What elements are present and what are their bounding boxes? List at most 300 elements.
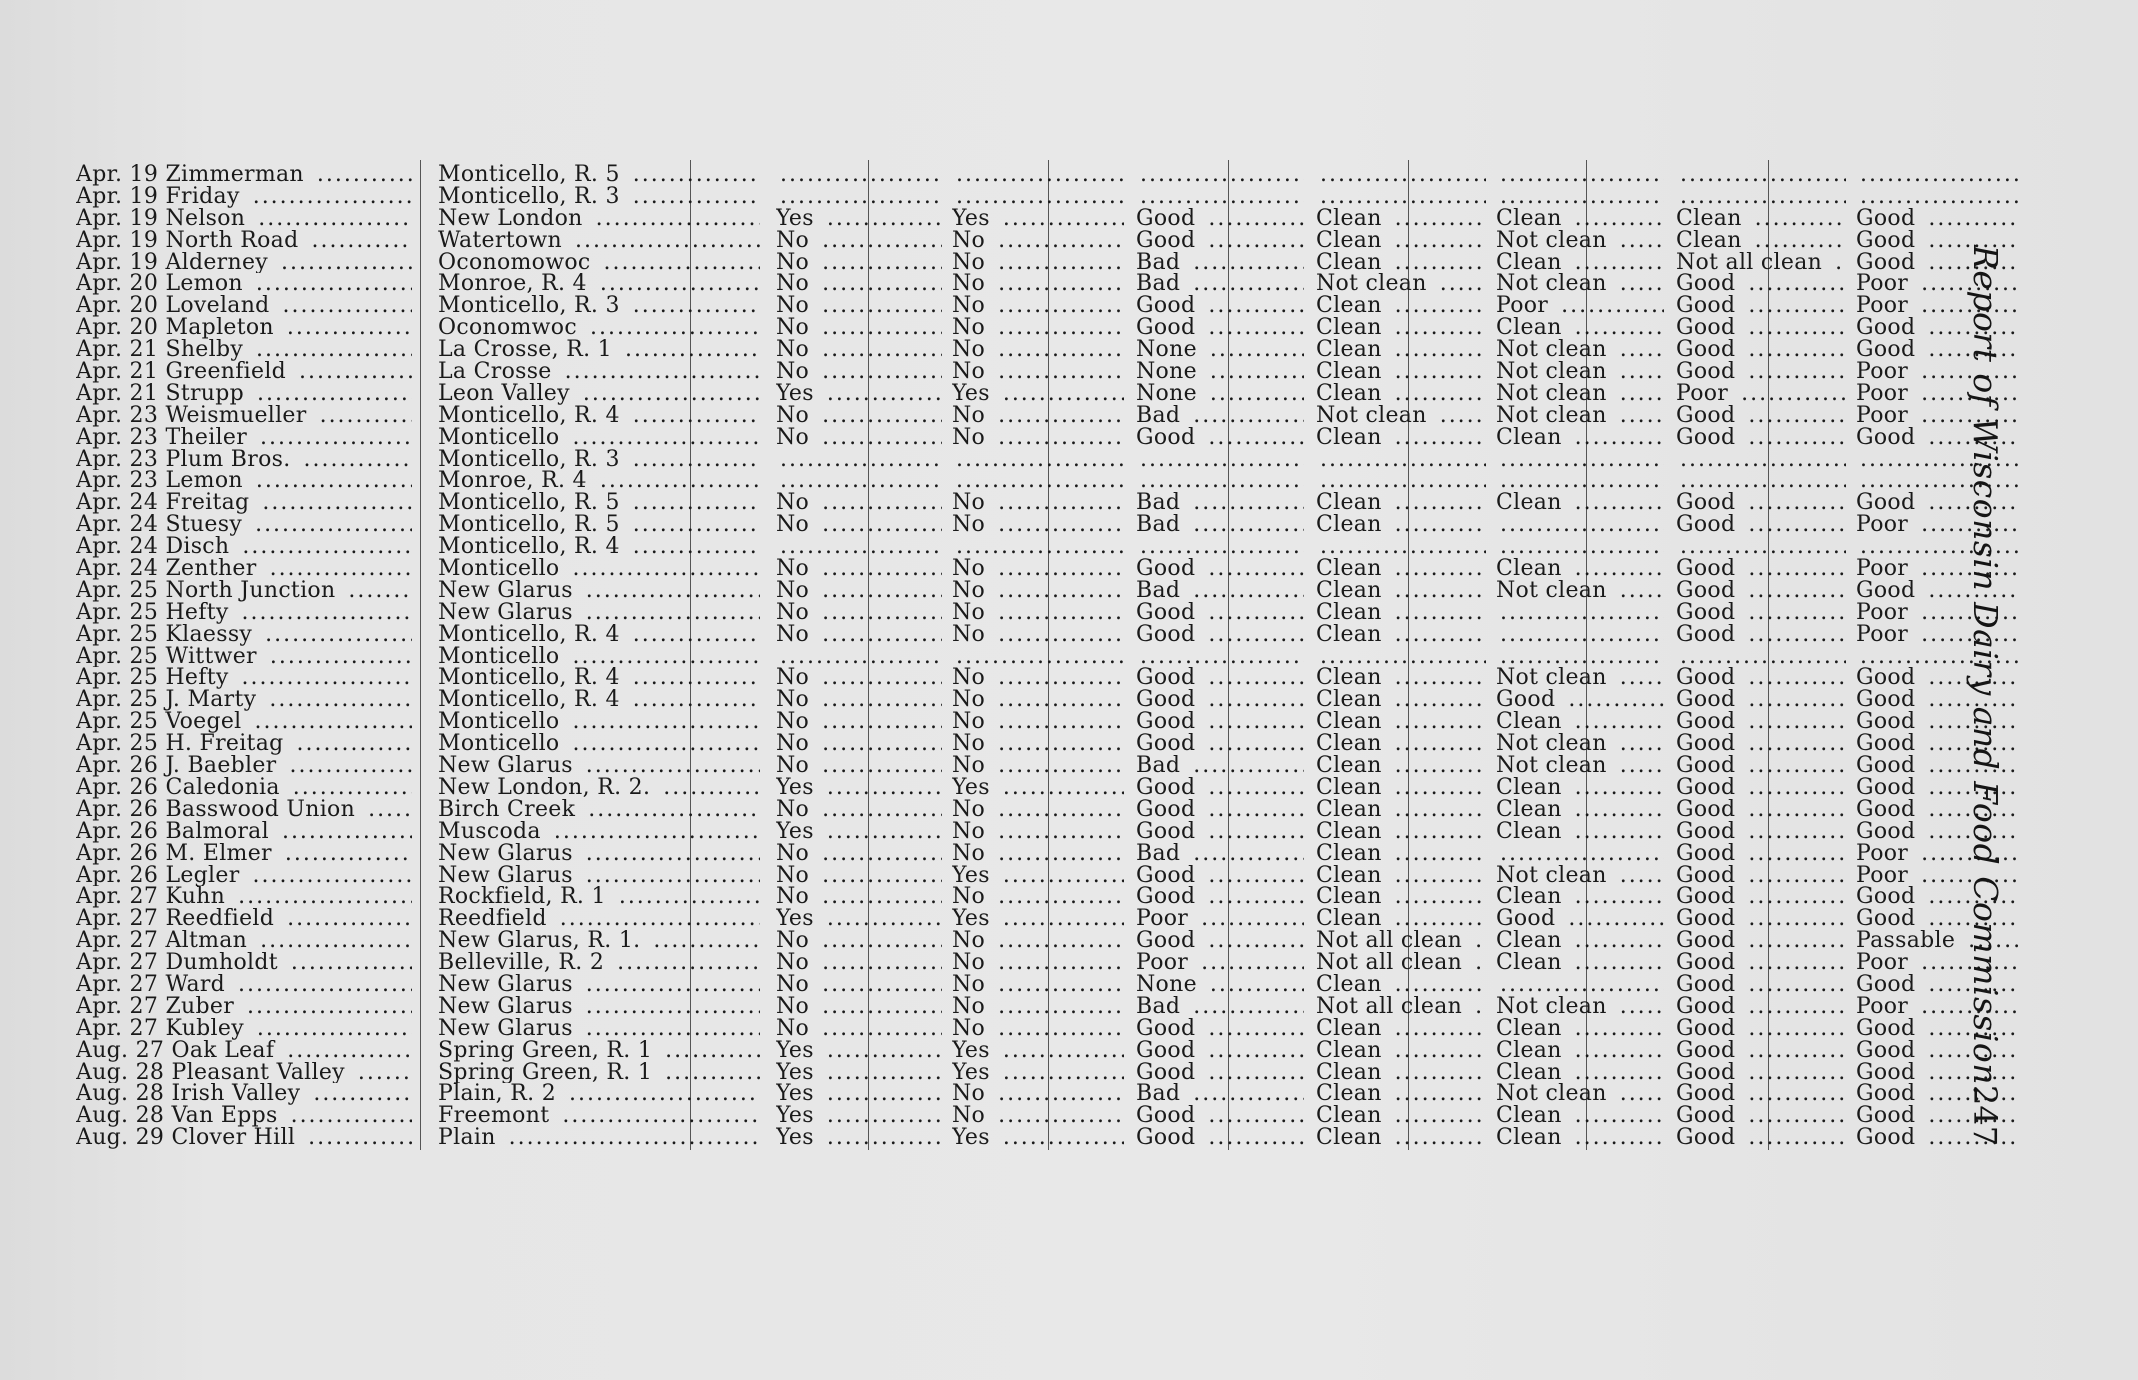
factory-cell bbox=[76, 230, 412, 252]
col-b-cell bbox=[952, 405, 1124, 427]
cell-text: None bbox=[1136, 973, 1197, 996]
cell-text: Good bbox=[1136, 711, 1196, 734]
cell-text: Passable bbox=[1856, 930, 1956, 953]
cell-text: Apr. 27 Ward bbox=[76, 973, 226, 996]
location-cell bbox=[438, 339, 760, 361]
cell-text bbox=[952, 164, 956, 186]
factory-cell bbox=[76, 974, 412, 996]
cell-text: Not clean bbox=[1496, 404, 1607, 427]
location-cell bbox=[438, 558, 760, 580]
cell-text: Good bbox=[1136, 820, 1196, 843]
cell-text: Apr. 27 Dumholdt bbox=[76, 952, 278, 974]
cell-text: Clean bbox=[1316, 579, 1382, 602]
cell-text: No bbox=[776, 317, 810, 340]
cell-text bbox=[1856, 536, 1860, 558]
cell-text: Good bbox=[1676, 755, 1736, 777]
location-cell bbox=[438, 624, 760, 646]
col-d-cell bbox=[1316, 339, 1486, 361]
cell-text: New Glarus bbox=[438, 864, 573, 887]
cell-text: Good bbox=[1136, 886, 1196, 909]
col-c-cell bbox=[1136, 383, 1304, 405]
col-e-cell bbox=[1496, 1127, 1664, 1149]
cell-text: Good bbox=[1676, 798, 1736, 821]
col-f-cell bbox=[1676, 843, 1846, 865]
col-a-cell bbox=[776, 1018, 942, 1040]
location-cell bbox=[438, 755, 760, 777]
col-a-cell bbox=[776, 865, 942, 887]
cell-text: Good bbox=[1136, 798, 1196, 821]
col-b-cell bbox=[952, 1040, 1124, 1062]
cell-text: Apr. 25 Hefty bbox=[76, 667, 229, 690]
cell-text: Clean bbox=[1316, 1039, 1382, 1062]
cell-text: Good bbox=[1856, 229, 1916, 252]
location-cell bbox=[438, 230, 760, 252]
cell-text: No bbox=[776, 579, 810, 602]
cell-text: Poor bbox=[1856, 295, 1909, 318]
col-f-cell bbox=[1676, 273, 1846, 295]
col-d-cell bbox=[1316, 449, 1486, 471]
cell-text bbox=[1856, 186, 1860, 208]
cell-text: Monticello, R. 3 bbox=[438, 448, 620, 471]
cell-text bbox=[1676, 536, 1680, 558]
cell-text: Good bbox=[1136, 1061, 1196, 1084]
col-b-cell bbox=[952, 1018, 1124, 1040]
col-d-cell bbox=[1316, 996, 1486, 1018]
cell-text: Good bbox=[1676, 1127, 1736, 1150]
col-b-cell bbox=[952, 470, 1124, 492]
cell-text bbox=[1496, 164, 1500, 186]
location-cell bbox=[438, 689, 760, 711]
cell-text: Clean bbox=[1316, 842, 1382, 865]
cell-text: Reedfield bbox=[438, 908, 547, 931]
col-b-cell bbox=[952, 449, 1124, 471]
col-c-cell bbox=[1136, 580, 1304, 602]
cell-text: Aug. 28 Pleasant Valley bbox=[76, 1061, 345, 1084]
col-b-cell bbox=[952, 865, 1124, 887]
location-cell bbox=[438, 777, 760, 799]
col-b-cell bbox=[952, 886, 1124, 908]
cell-text: Not clean bbox=[1496, 1083, 1607, 1106]
cell-text: Apr. 26 Caledonia bbox=[76, 776, 280, 799]
cell-text: Good bbox=[1856, 908, 1916, 931]
cell-text: No bbox=[952, 251, 986, 274]
col-c-cell bbox=[1136, 1062, 1304, 1084]
cell-text: Monticello bbox=[438, 733, 560, 756]
factory-cell bbox=[76, 186, 412, 208]
cell-text bbox=[1676, 646, 1680, 668]
cell-text: Leon Valley bbox=[438, 382, 570, 405]
cell-text: No bbox=[776, 361, 810, 383]
col-f-cell bbox=[1676, 1040, 1846, 1062]
cell-text: Good bbox=[1856, 973, 1916, 996]
cell-text: Clean bbox=[1496, 558, 1562, 580]
factory-cell bbox=[76, 624, 412, 646]
col-f-cell bbox=[1676, 602, 1846, 624]
cell-text bbox=[1856, 470, 1860, 492]
col-a-cell bbox=[776, 470, 942, 492]
col-e-cell bbox=[1496, 930, 1664, 952]
cell-text: New London, R. 2. bbox=[438, 776, 651, 799]
cell-text: Good bbox=[1676, 492, 1736, 515]
cell-text: None bbox=[1136, 361, 1197, 383]
cell-text: Good bbox=[1676, 842, 1736, 865]
cell-text: Good bbox=[1136, 558, 1196, 580]
cell-text: Bad bbox=[1136, 492, 1181, 515]
cell-text: Yes bbox=[952, 776, 990, 799]
col-d-cell bbox=[1316, 1127, 1486, 1149]
cell-text: Clean bbox=[1496, 1061, 1562, 1084]
location-cell bbox=[438, 252, 760, 274]
cell-text bbox=[1496, 470, 1500, 492]
location-cell bbox=[438, 361, 760, 383]
cell-text: Not all clean bbox=[1316, 930, 1463, 953]
cell-text: Apr. 24 Zenther bbox=[76, 558, 257, 580]
cell-text bbox=[1496, 449, 1500, 471]
location-cell bbox=[438, 1018, 760, 1040]
col-a-cell bbox=[776, 230, 942, 252]
cell-text: No bbox=[952, 930, 986, 953]
cell-text: Rockfield, R. 1 bbox=[438, 886, 606, 909]
cell-text: Clean bbox=[1316, 492, 1382, 515]
col-f-cell bbox=[1676, 930, 1846, 952]
col-d-cell bbox=[1316, 865, 1486, 887]
col-d-cell bbox=[1316, 952, 1486, 974]
col-b-cell bbox=[952, 427, 1124, 449]
cell-text: New Glarus bbox=[438, 1017, 573, 1040]
col-b-cell bbox=[952, 667, 1124, 689]
col-d-cell bbox=[1316, 1062, 1486, 1084]
cell-text: No bbox=[776, 842, 810, 865]
cell-text: No bbox=[776, 711, 810, 734]
col-f-cell bbox=[1676, 230, 1846, 252]
factory-cell bbox=[76, 930, 412, 952]
cell-text: No bbox=[776, 733, 810, 756]
col-c-cell bbox=[1136, 339, 1304, 361]
cell-text: No bbox=[776, 952, 810, 974]
col-e-cell bbox=[1496, 273, 1664, 295]
col-e-cell bbox=[1496, 865, 1664, 887]
col-d-cell bbox=[1316, 777, 1486, 799]
cell-text: Good bbox=[1856, 886, 1916, 909]
cell-text: Poor bbox=[1136, 908, 1189, 931]
cell-text bbox=[1316, 186, 1320, 208]
col-a-cell bbox=[776, 777, 942, 799]
location-cell bbox=[438, 952, 760, 974]
col-e-cell bbox=[1496, 952, 1664, 974]
cell-text: Good bbox=[1676, 601, 1736, 624]
factory-cell bbox=[76, 536, 412, 558]
cell-text: Apr. 24 Stuesy bbox=[76, 514, 243, 537]
cell-text: Poor bbox=[1496, 295, 1549, 318]
cell-text: Good bbox=[1676, 689, 1736, 712]
cell-text: Not all clean bbox=[1316, 995, 1463, 1018]
factory-cell bbox=[76, 996, 412, 1018]
col-a-cell bbox=[776, 536, 942, 558]
factory-cell bbox=[76, 164, 412, 186]
cell-text: Clean bbox=[1316, 667, 1382, 690]
cell-text: Apr. 26 Legler bbox=[76, 864, 240, 887]
cell-text bbox=[1496, 624, 1500, 646]
col-c-cell bbox=[1136, 952, 1304, 974]
col-b-cell bbox=[952, 1062, 1124, 1084]
cell-text: Good bbox=[1676, 973, 1736, 996]
cell-text: Good bbox=[1856, 207, 1916, 230]
cell-text: No bbox=[952, 492, 986, 515]
cell-text: Good bbox=[1136, 1039, 1196, 1062]
cell-text: Apr. 23 Weismueller bbox=[76, 404, 307, 427]
col-a-cell bbox=[776, 733, 942, 755]
col-a-cell bbox=[776, 908, 942, 930]
col-a-cell bbox=[776, 558, 942, 580]
cell-text: Good bbox=[1856, 1083, 1916, 1106]
cell-text: Good bbox=[1856, 689, 1916, 712]
factory-cell bbox=[76, 558, 412, 580]
cell-text: Good bbox=[1676, 820, 1736, 843]
cell-text: Not all clean bbox=[1316, 952, 1463, 974]
running-head: Report of Wisconsin Dairy and Food Commission. bbox=[1966, 245, 2005, 1096]
cell-text: Apr. 26 M. Elmer bbox=[76, 842, 272, 865]
col-d-cell bbox=[1316, 974, 1486, 996]
factory-cell bbox=[76, 317, 412, 339]
cell-text: No bbox=[776, 864, 810, 887]
col-b-cell bbox=[952, 295, 1124, 317]
cell-text: Clean bbox=[1316, 361, 1382, 383]
col-a-cell bbox=[776, 624, 942, 646]
cell-text: Good bbox=[1136, 667, 1196, 690]
cell-text: Yes bbox=[952, 1127, 990, 1150]
cell-text: Apr. 25 Hefty bbox=[76, 601, 229, 624]
col-e-cell bbox=[1496, 689, 1664, 711]
col-b-cell bbox=[952, 230, 1124, 252]
cell-text bbox=[776, 646, 780, 668]
cell-text: Poor bbox=[1856, 382, 1909, 405]
cell-text bbox=[1496, 974, 1500, 996]
col-e-cell bbox=[1496, 361, 1664, 383]
cell-text: Clean bbox=[1316, 295, 1382, 318]
cell-text: Clean bbox=[1316, 623, 1382, 646]
cell-text: Not clean bbox=[1496, 995, 1607, 1018]
col-a-cell bbox=[776, 711, 942, 733]
factory-cell bbox=[76, 908, 412, 930]
location-cell bbox=[438, 908, 760, 930]
col-c-cell bbox=[1136, 1105, 1304, 1127]
location-cell bbox=[438, 492, 760, 514]
cell-text: Good bbox=[1856, 667, 1916, 690]
cell-text: No bbox=[952, 317, 986, 340]
cell-text: Yes bbox=[776, 382, 814, 405]
col-f-cell bbox=[1676, 580, 1846, 602]
cell-text: No bbox=[952, 361, 986, 383]
col-c-cell bbox=[1136, 273, 1304, 295]
col-f-cell bbox=[1676, 252, 1846, 274]
cell-text: Plain, R. 2 bbox=[438, 1083, 556, 1106]
cell-text: Good bbox=[1136, 864, 1196, 887]
cell-text: Good bbox=[1136, 689, 1196, 712]
col-d-cell bbox=[1316, 514, 1486, 536]
cell-text: Yes bbox=[952, 207, 990, 230]
col-d-cell bbox=[1316, 252, 1486, 274]
cell-text: No bbox=[952, 601, 986, 624]
cell-text: Good bbox=[1676, 711, 1736, 734]
cell-text: Clean bbox=[1316, 973, 1382, 996]
col-f-cell bbox=[1676, 470, 1846, 492]
cell-text: Monticello, R. 4 bbox=[438, 623, 620, 646]
cell-text: Clean bbox=[1316, 755, 1382, 777]
cell-text bbox=[1496, 646, 1500, 668]
col-b-cell bbox=[952, 908, 1124, 930]
col-a-cell bbox=[776, 646, 942, 668]
col-d-cell bbox=[1316, 580, 1486, 602]
cell-text: Not clean bbox=[1496, 339, 1607, 362]
location-cell bbox=[438, 843, 760, 865]
cell-text: No bbox=[952, 842, 986, 865]
col-b-cell bbox=[952, 1083, 1124, 1105]
cell-text: Not clean bbox=[1496, 361, 1607, 383]
col-a-cell bbox=[776, 361, 942, 383]
cell-text: Clean bbox=[1496, 776, 1562, 799]
cell-text: No bbox=[952, 798, 986, 821]
cell-text: Clean bbox=[1316, 820, 1382, 843]
cell-text: Good bbox=[1856, 579, 1916, 602]
cell-text: No bbox=[776, 973, 810, 996]
cell-text: No bbox=[776, 886, 810, 909]
cell-text: Yes bbox=[776, 776, 814, 799]
cell-text: Clean bbox=[1316, 1061, 1382, 1084]
cell-text: No bbox=[776, 492, 810, 515]
cell-text bbox=[1316, 646, 1320, 668]
cell-text: Apr. 21 Shelby bbox=[76, 339, 244, 362]
col-b-cell bbox=[952, 580, 1124, 602]
col-d-cell bbox=[1316, 317, 1486, 339]
col-e-cell bbox=[1496, 755, 1664, 777]
cell-text: Clean bbox=[1316, 733, 1382, 756]
cell-text: Poor bbox=[1856, 842, 1909, 865]
col-e-cell bbox=[1496, 558, 1664, 580]
cell-text: Clean bbox=[1496, 207, 1562, 230]
col-c-cell bbox=[1136, 514, 1304, 536]
cell-text: Apr. 26 Balmoral bbox=[76, 820, 269, 843]
location-cell bbox=[438, 317, 760, 339]
cell-text: Not clean bbox=[1496, 864, 1607, 887]
cell-text: Good bbox=[1676, 558, 1736, 580]
cell-text: Apr. 20 Mapleton bbox=[76, 317, 274, 340]
col-b-cell bbox=[952, 273, 1124, 295]
cell-text: Good bbox=[1856, 251, 1916, 274]
col-e-cell bbox=[1496, 843, 1664, 865]
cell-text: No bbox=[952, 755, 986, 777]
col-a-cell bbox=[776, 1062, 942, 1084]
col-c-cell bbox=[1136, 996, 1304, 1018]
location-cell bbox=[438, 711, 760, 733]
location-cell bbox=[438, 427, 760, 449]
cell-text: Muscoda bbox=[438, 820, 541, 843]
col-b-cell bbox=[952, 186, 1124, 208]
cell-text bbox=[1856, 449, 1860, 471]
col-c-cell bbox=[1136, 1040, 1304, 1062]
cell-text: No bbox=[952, 273, 986, 296]
col-b-cell bbox=[952, 514, 1124, 536]
col-g-cell bbox=[1856, 186, 2020, 208]
cell-text: Bad bbox=[1136, 1083, 1181, 1106]
col-a-cell bbox=[776, 843, 942, 865]
col-e-cell bbox=[1496, 427, 1664, 449]
factory-cell bbox=[76, 843, 412, 865]
col-a-cell bbox=[776, 886, 942, 908]
cell-text: Clean bbox=[1316, 1083, 1382, 1106]
cell-text: Yes bbox=[952, 864, 990, 887]
col-c-cell bbox=[1136, 711, 1304, 733]
col-c-cell bbox=[1136, 799, 1304, 821]
location-cell bbox=[438, 164, 760, 186]
cell-text: La Crosse, R. 1 bbox=[438, 339, 612, 362]
cell-text: Birch Creek bbox=[438, 798, 576, 821]
cell-text: Clean bbox=[1316, 1105, 1382, 1128]
col-f-cell bbox=[1676, 646, 1846, 668]
cell-text: Monticello bbox=[438, 558, 560, 580]
col-f-cell bbox=[1676, 865, 1846, 887]
col-b-cell bbox=[952, 252, 1124, 274]
col-d-cell bbox=[1316, 230, 1486, 252]
cell-text: Not all clean bbox=[1676, 251, 1823, 274]
cell-text: Not clean bbox=[1496, 273, 1607, 296]
col-d-cell bbox=[1316, 908, 1486, 930]
factory-cell bbox=[76, 1040, 412, 1062]
cell-text: Watertown bbox=[438, 229, 562, 252]
col-c-cell bbox=[1136, 427, 1304, 449]
col-a-cell bbox=[776, 996, 942, 1018]
cell-text: No bbox=[952, 1105, 986, 1128]
col-e-cell bbox=[1496, 821, 1664, 843]
cell-text: Clean bbox=[1496, 1039, 1562, 1062]
factory-cell bbox=[76, 383, 412, 405]
page-number: 247 bbox=[1966, 1085, 2004, 1147]
col-b-cell bbox=[952, 711, 1124, 733]
col-f-cell bbox=[1676, 952, 1846, 974]
col-c-cell bbox=[1136, 646, 1304, 668]
col-b-cell bbox=[952, 624, 1124, 646]
cell-text: Clean bbox=[1316, 711, 1382, 734]
factory-cell bbox=[76, 886, 412, 908]
cell-text: No bbox=[776, 755, 810, 777]
location-cell bbox=[438, 405, 760, 427]
cell-text: No bbox=[952, 820, 986, 843]
cell-text: Apr. 25 Wittwer bbox=[76, 645, 257, 668]
cell-text: Not clean bbox=[1496, 667, 1607, 690]
cell-text bbox=[1676, 186, 1680, 208]
cell-text: Good bbox=[1856, 776, 1916, 799]
col-b-cell bbox=[952, 383, 1124, 405]
cell-text: Good bbox=[1856, 492, 1916, 515]
cell-text bbox=[1676, 164, 1680, 186]
col-a-cell bbox=[776, 252, 942, 274]
cell-text: Poor bbox=[1856, 952, 1909, 974]
location-cell bbox=[438, 886, 760, 908]
col-d-cell bbox=[1316, 930, 1486, 952]
col-b-cell bbox=[952, 821, 1124, 843]
cell-text: No bbox=[776, 623, 810, 646]
col-d-cell bbox=[1316, 667, 1486, 689]
cell-text: Good bbox=[1856, 755, 1916, 777]
col-b-cell bbox=[952, 974, 1124, 996]
cell-text: Good bbox=[1676, 426, 1736, 449]
cell-text: No bbox=[952, 886, 986, 909]
col-c-cell bbox=[1136, 492, 1304, 514]
col-f-cell bbox=[1676, 492, 1846, 514]
col-a-cell bbox=[776, 427, 942, 449]
cell-text: No bbox=[952, 711, 986, 734]
cell-text: Oconomowoc bbox=[438, 251, 591, 274]
cell-text: Good bbox=[1136, 317, 1196, 340]
